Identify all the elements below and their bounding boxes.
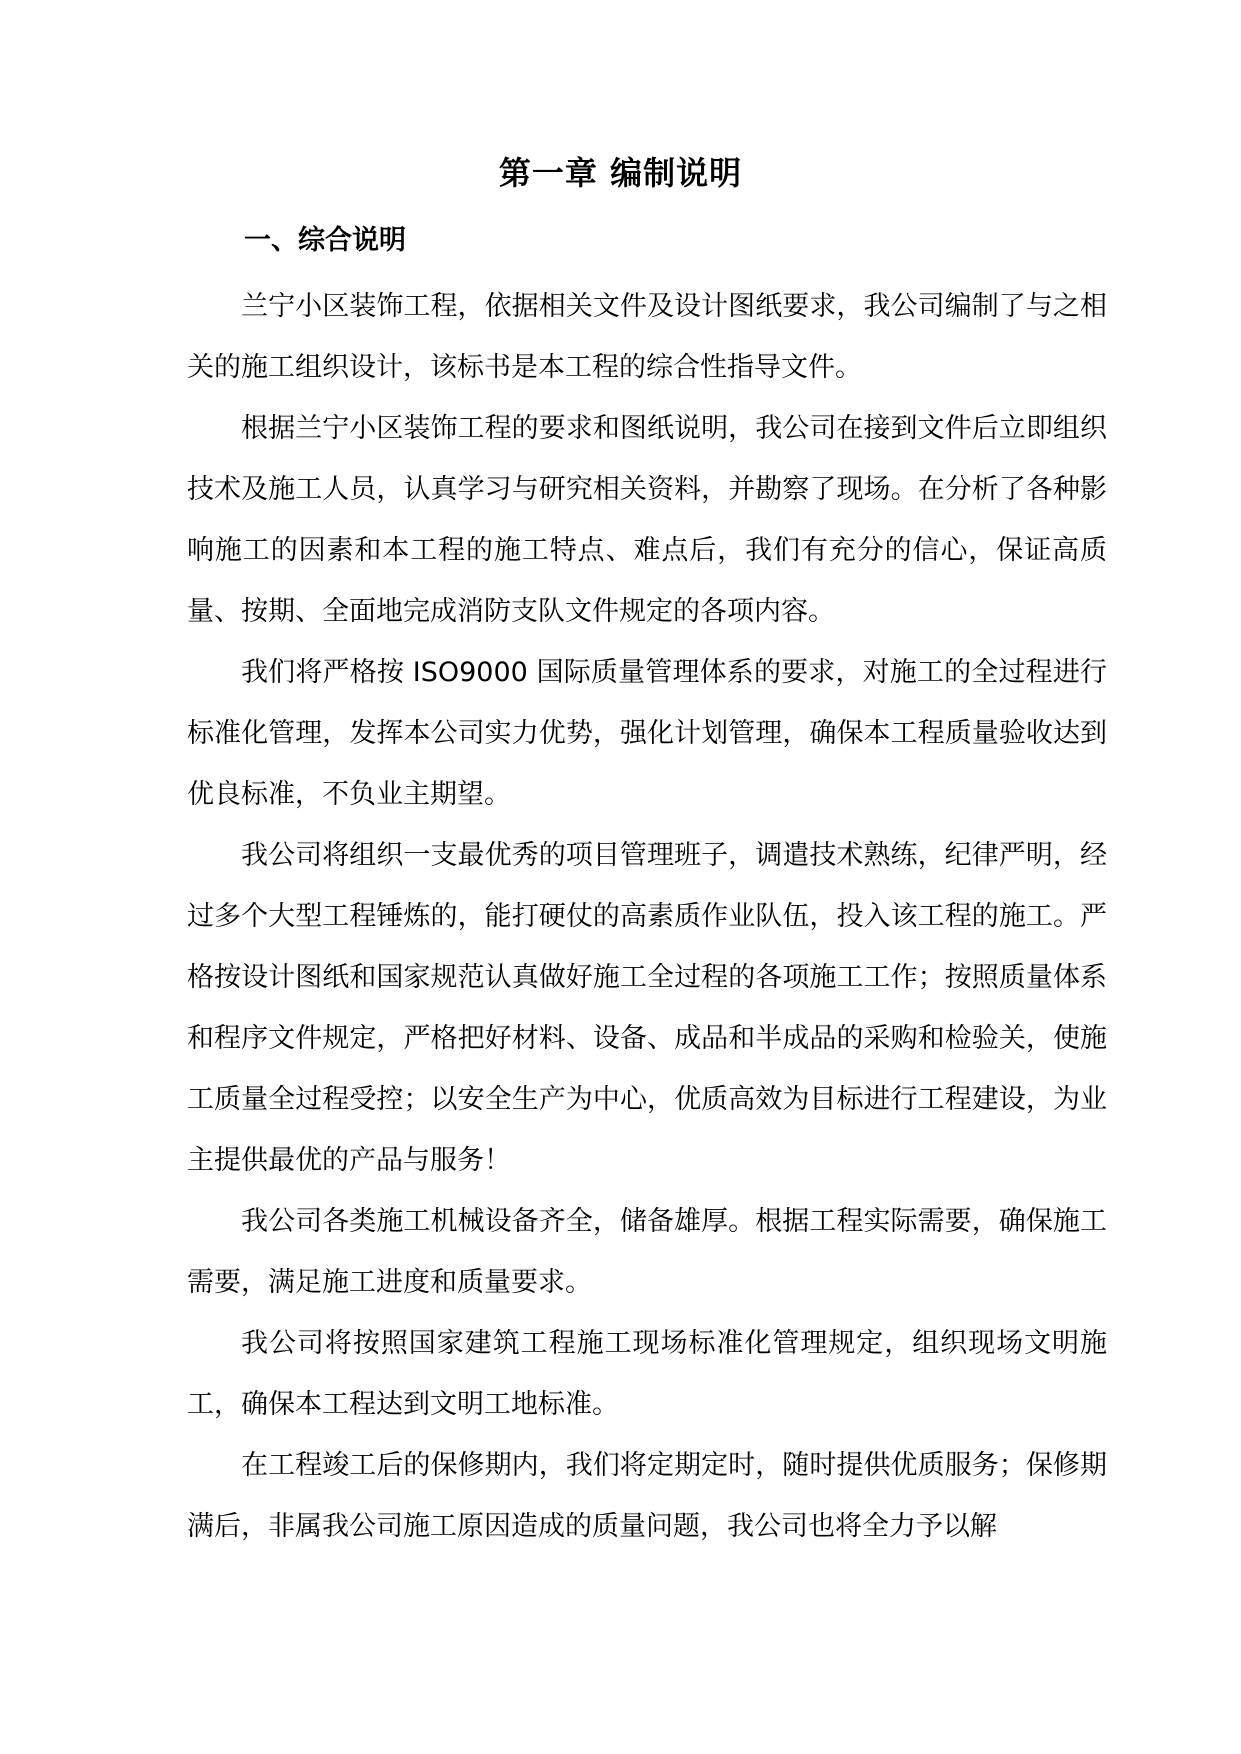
paragraph-project-team: 我公司将组织一支最优秀的项目管理班子，调遣技术熟练，纪律严明，经过多个大型工程锤炼的，能打硬仗的高素质作业队伍，投入该工程的施工。严格按设计图纸和国家规范认真做好施工全过程的各项施工工作；按照质量体系和程序文件规定，严格把好材料、设备、成品和半成品的采购和检验关，使施工质量全过程受控；以安全生产为中心，优质高效为目标进行工程建设，为业主提供最优的产品与服务！ [187, 840, 1107, 1176]
paragraph-civilized-construction: 我公司将按照国家建筑工程施工现场标准化管理规定，组织现场文明施工，确保本工程达到文明工地标准。 [187, 1328, 1107, 1420]
document-body [187, 276, 1107, 1557]
paragraph-warranty: 在工程竣工后的保修期内，我们将定期定时，随时提供优质服务；保修期满后，非属我公司施工原因造成的质量问题，我公司也将全力予以解 [187, 1450, 1107, 1542]
section-heading: 一、综合说明 [244, 225, 406, 256]
paragraph-quality-system: 我们将严格按 ISO9000 国际质量管理体系的要求，对施工的全过程进行标准化管理，发挥本公司实力优势，强化计划管理，确保本工程质量验收达到优良标准，不负业主期望。 [187, 657, 1107, 810]
paragraph-overview: 兰宁小区装饰工程，依据相关文件及设计图纸要求，我公司编制了与之相关的施工组织设计，该标书是本工程的综合性指导文件。 [187, 291, 1107, 383]
paragraph-equipment: 我公司各类施工机械设备齐全，储备雄厚。根据工程实际需要，确保施工需要，满足施工进度和质量要求。 [187, 1206, 1107, 1298]
paragraph-preparation: 根据兰宁小区装饰工程的要求和图纸说明，我公司在接到文件后立即组织技术及施工人员，认真学习与研究相关资料，并勘察了现场。在分析了各种影响施工的因素和本工程的施工特点、难点后，我们有充分的信心，保证高质量、按期、全面地完成消防支队文件规定的各项内容。 [187, 413, 1107, 627]
chapter-title: 第一章 编制说明 [498, 154, 743, 192]
